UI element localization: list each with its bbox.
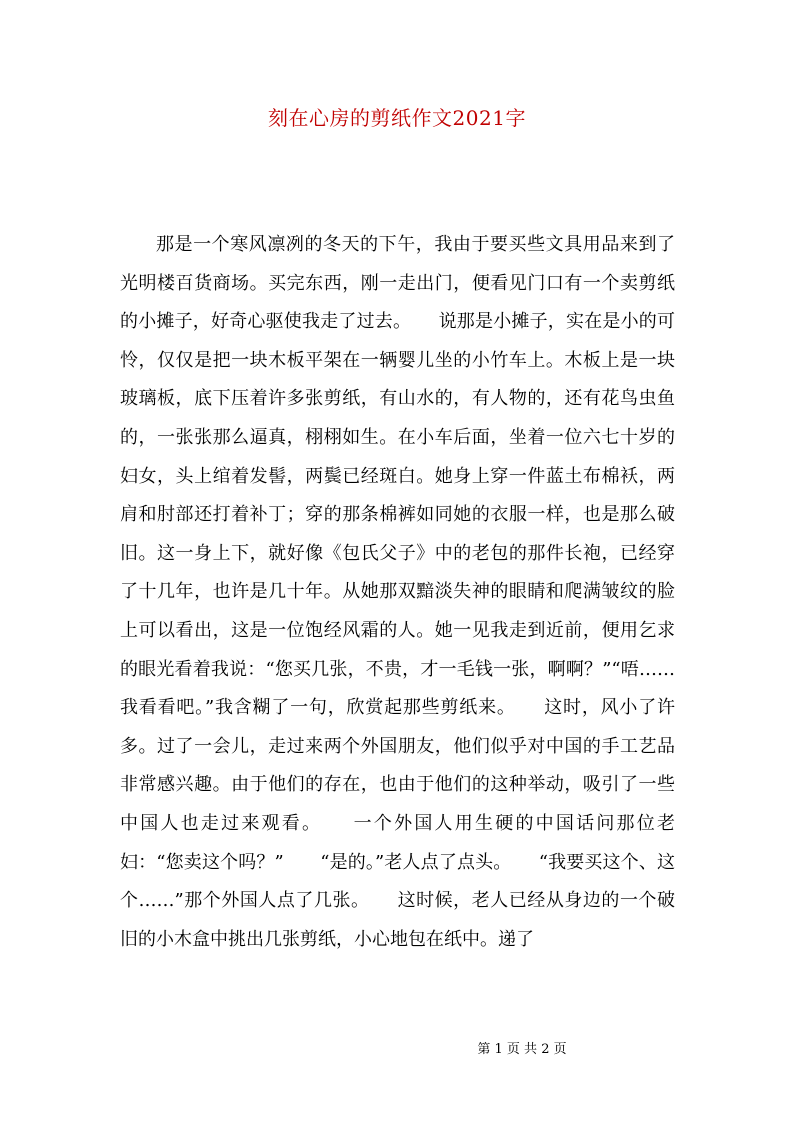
body-paragraph: 那是一个寒风凛冽的冬天的下午，我由于要买些文具用品来到了光明楼百货商场。买完东西，刚一走出门，便看见门口有一个卖剪纸的小摊子，好奇心驱使我走了过去。 说那是小摊子，实在是小的可怜，仅仅是把一块木板平架在一辆婴儿坐的小竹车上。木板上是一块玻璃板，底下压着许多张剪纸，有山水的，有人物的，还有花鸟虫鱼的，一张张那么逼真，栩栩如生。在小车后面，坐着一位六七十岁的妇女，头上绾着发髻，两鬓已经斑白。她身上穿一件蓝土布棉袄，两肩和肘部还打着补丁；穿的那条棉裤如同她的衣服一样，也是那么破旧。这一身上下，就好像《包氏父子》中的老包的那件长袍，已经穿了十几年，也许是几十年。从她那双黯淡失神的眼睛和爬满皱纹的脸上可以看出，这是一位饱经风霜的人。她一见我走到近前，便用乞求的眼光看着我说：“您买几张，不贵，才一毛钱一张，啊啊？”“唔……我看看吧。”我含糊了一句，欣赏起那些剪纸来。 这时，风小了许多。过了一会儿，走过来两个外国朋友，他们似乎对中国的手工艺品非常感兴趣。由于他们的存在，也由于他们的这种举动，吸引了一些中国人也走过来观看。 一个外国人用生硬的中国话问那位老妇：“您卖这个吗？” “是的。”老人点了点头。 “我要买这个、这个……”那个外国人点了几张。 这时候，老人已经从身边的一个破旧的小木盒中挑出几张剪纸，小心地包在纸中。递了 (120, 234, 675, 950)
page-footer: 第 1 页 共 2 页 (477, 1042, 567, 1057)
document-title: 刻在心房的剪纸作文2021字 (268, 106, 526, 130)
